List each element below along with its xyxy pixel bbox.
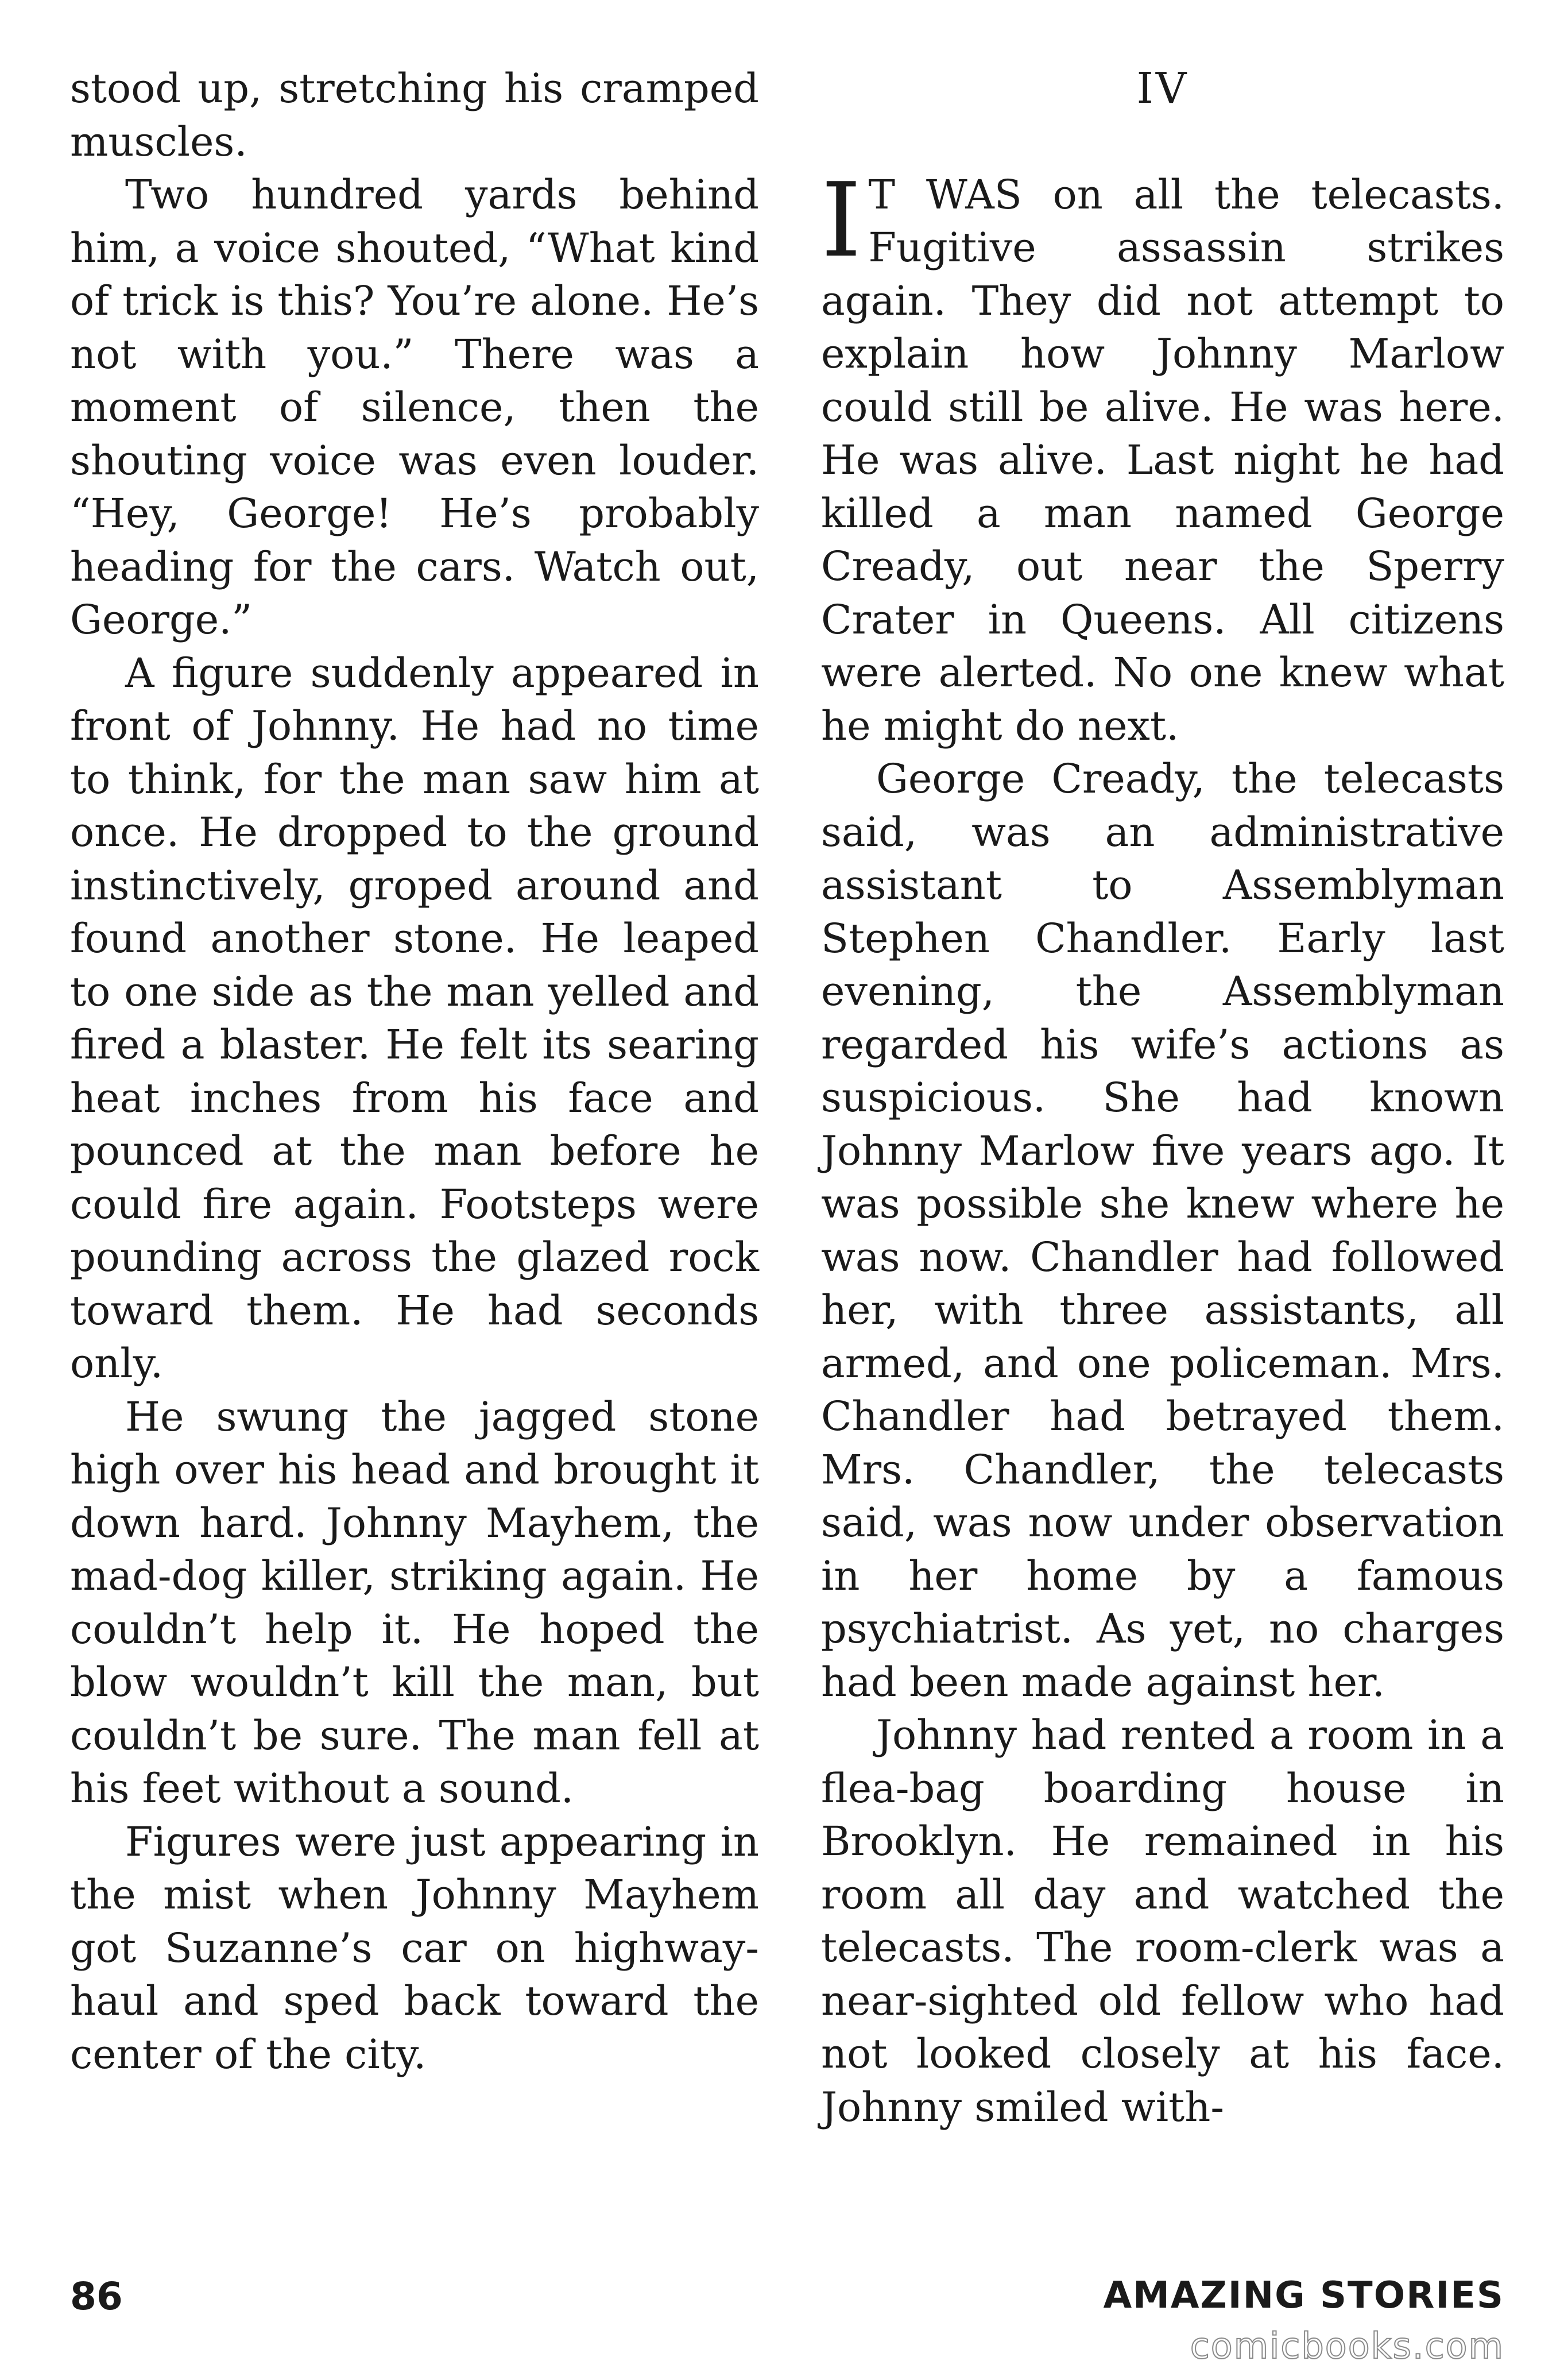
paragraph: Figures were just appearing in the mist when Johnny Mayhem got Suzanne’s car on highway-haul and sped back toward the center of the city. <box>70 1818 759 2078</box>
left-column <box>70 62 759 2081</box>
magazine-title: AMAZING STORIES <box>1103 2274 1504 2317</box>
chapter-heading: IV <box>1136 64 1189 113</box>
right-column <box>821 62 1504 2134</box>
paragraph: A figure suddenly appeared in front of Johnny. He had no time to think, for the man saw him at once. He dropped to the ground instinctively, groped around and found another stone. He leaped to one side as the man yelled and fired a blaster. He felt its searing heat inches from his face and pounced at the man before he could fire again. Footsteps were pounding across the glazed rock toward them. He had seconds only. <box>70 649 759 1387</box>
watermark: comicbooks.com <box>1190 2325 1504 2367</box>
paragraph: He swung the jagged stone high over his head and brought it down hard. Johnny Mayhem, the mad-dog killer, striking again. He couldn’t help it. He hoped the blow wouldn’t kill the man, but couldn’t be sure. The man fell at his feet without a sound. <box>70 1393 759 1812</box>
chapter-opening-paragraph <box>821 160 1504 753</box>
paragraph: stood up, stretching his cramped muscles. <box>70 65 759 165</box>
paragraph: Johnny had rented a room in a flea-bag boarding house in Brooklyn. He remained in his room all day and watched the telecasts. The room-clerk was a near-sighted old fellow who had not looked closely at his face. Johnny smiled with- <box>821 1711 1504 2131</box>
paragraph: George Cready, the telecasts said, was an administrative assistant to Assemblyman Stephen Chandler. Early last evening, the Assemblyman regarded his wife’s actions as suspicious. She had known Johnny Marlow five years ago. It was possible she knew where he was now. Chandler had followed her, with three assistants, all armed, and one policeman. Mrs. Chandler had betrayed them. Mrs. Chandler, the telecasts said, was now under observation in her home by a famous psychiatrist. As yet, no charges had been made against her. <box>821 755 1504 1706</box>
drop-cap: I <box>821 160 862 280</box>
page-number: 86 <box>70 2274 123 2319</box>
paragraph-text: T WAS on all the telecasts. Fugitive assassin strikes again. They did not attempt to explain how Johnny Marlow could still be alive. He was here. He was alive. Last night he had killed a man named George Cready, out near the Sperry Crater in Queens. All citizens were alerted. No one knew what he might do next. <box>821 171 1504 749</box>
paragraph: Two hundred yards behind him, a voice shouted, “What kind of trick is this? You’re alone. He’s not with you.” There was a moment of silence, then the shouting voice was even louder. “Hey, George! He’s probably heading for the cars. Watch out, George.” <box>70 171 759 643</box>
